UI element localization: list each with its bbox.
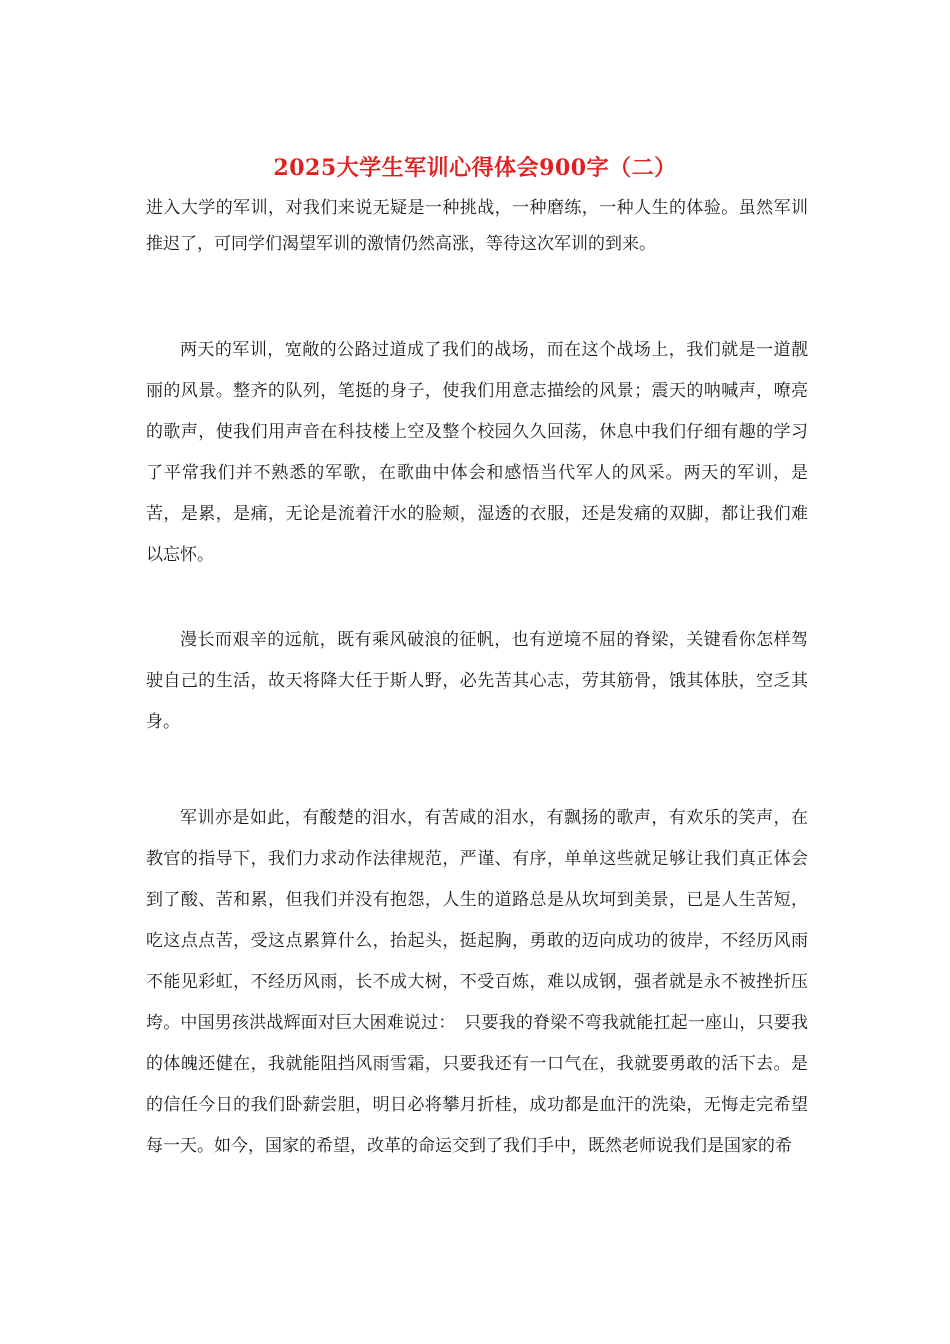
- paragraph-long-voyage: 漫长而艰辛的远航，既有乘风破浪的征帆，也有逆境不屈的脊梁，关键看你怎样驾驶自己的生活，故天将降大任于斯人野，必先苦其心志，劳其筋骨，饿其体肤，空乏其身。: [146, 630, 808, 732]
- paragraph-intro: 进入大学的军训，对我们来说无疑是一种挑战，一种磨练，一种人生的体验。虽然军训推迟了，可同学们渴望军训的激情仍然高涨，等待这次军训的到来。: [146, 198, 808, 254]
- document-title: 2025大学生军训心得体会900字（二）: [273, 155, 677, 181]
- paragraph-two-days-training: 两天的军训，宽敞的公路过道成了我们的战场，而在这个战场上，我们就是一道靓丽的风景。整齐的队列，笔挺的身子，使我们用意志描绘的风景；震天的呐喊声，嘹亮的歌声，使我们用声音在科技楼上空及整个校园久久回荡，休息中我们仔细有趣的学习了平常我们并不熟悉的军歌，在歌曲中体会和感悟当代军人的风采。两天的军训，是苦，是累，是痛，无论是流着汗水的脸颊，湿透的衣服，还是发痛的双脚，都让我们难以忘怀。: [146, 340, 808, 565]
- paragraph-training-reflection: 军训亦是如此，有酸楚的泪水，有苦咸的泪水，有飘扬的歌声，有欢乐的笑声，在教官的指导下，我们力求动作法律规范，严谨、有序，单单这些就足够让我们真正体会到了酸、苦和累，但我们并没有抱怨，人生的道路总是从坎坷到美景，已是人生苦短，吃这点点苦，受这点累算什么，抬起头，挺起胸，勇敢的迈向成功的彼岸，不经历风雨不能见彩虹，不经历风雨，长不成大树，不受百炼，难以成钢，强者就是永不被挫折压垮。中国男孩洪战辉面对巨大困难说过： 只要我的脊梁不弯我就能扛起一座山，只要我的体魄还健在，我就能阻挡风雨雪霜，只要我还有一口气在，我就要勇敢的活下去。是的信任今日的我们卧薪尝胆，明日必将攀月折桂，成功都是血汗的洗染，无悔走完希望每一天。如今，国家的希望，改革的命运交到了我们手中，既然老师说我们是国家的希: [146, 808, 808, 1156]
